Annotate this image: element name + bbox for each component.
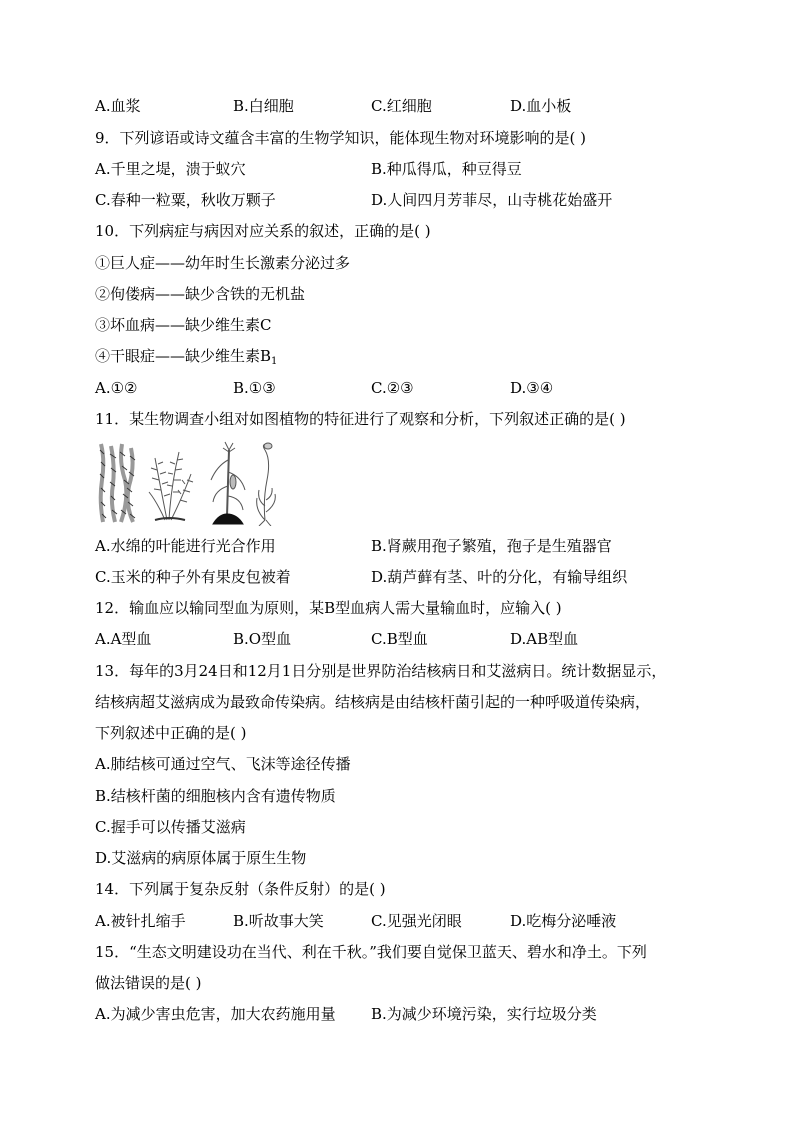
q11-option-c: C.玉米的种子外有果皮包被着 [95, 568, 291, 586]
q10-item-4 [95, 346, 277, 372]
q11-stem: 11．某生物调查小组对如图植物的特征进行了观察和分析，下列叙述正确的是( ) [95, 410, 626, 428]
q13-stem-line-1: 13．每年的3月24日和12月1日分别是世界防治结核病日和艾滋病日。统计数据显示， [95, 662, 667, 680]
q14-option-d: D.吃梅分泌唾液 [510, 912, 617, 930]
q10-option-a: A.①② [95, 379, 138, 397]
fern-illustration [149, 452, 193, 520]
q11-option-d: D.葫芦藓有茎、叶的分化，有输导组织 [371, 568, 628, 586]
q15-option-b: B.为减少环境污染，实行垃圾分类 [371, 1005, 597, 1023]
spirogyra-illustration [100, 444, 135, 522]
q9-option-b: B.种瓜得瓜，种豆得豆 [371, 160, 522, 178]
q10-item-2: ②佝偻病——缺少含铁的无机盐 [95, 285, 306, 303]
q12-option-c: C.B型血 [371, 630, 428, 648]
q9-stem: 9．下列谚语或诗文蕴含丰富的生物学知识，能体现生物对环境影响的是( ) [95, 129, 587, 147]
q9-option-a: A.千里之堤，溃于蚁穴 [95, 160, 246, 178]
q10-option-c: C.②③ [371, 379, 414, 397]
q13-stem-line-3: 下列叙述中正确的是( ) [95, 724, 247, 742]
q15-stem-line-2: 做法错误的是( ) [95, 974, 202, 992]
q13-option-d: D.艾滋病的病原体属于原生生物 [95, 849, 307, 867]
q11-option-a: A.水绵的叶能进行光合作用 [95, 537, 276, 555]
q8-option-d: D.血小板 [510, 97, 572, 115]
q12-stem: 12．输血应以输同型血为原则，某B型血病人需大量输血时，应输入( ) [95, 599, 562, 617]
q14-option-a: A.被针扎缩手 [95, 912, 186, 930]
q10-item-4-subscript: 1 [271, 356, 278, 367]
q12-option-a: A.A型血 [95, 630, 152, 648]
q9-option-c: C.春种一粒粟，秋收万颗子 [95, 191, 276, 209]
corn-illustration [211, 442, 245, 524]
q9-option-d: D.人间四月芳菲尽，山寺桃花始盛开 [371, 191, 613, 209]
q13-option-a: A.肺结核可通过空气、飞沫等途径传播 [95, 755, 351, 773]
q11-option-b: B.肾蕨用孢子繁殖，孢子是生殖器官 [371, 537, 612, 555]
q14-option-b: B.听故事大笑 [233, 912, 324, 930]
q10-item-1: ①巨人症——幼年时生长激素分泌过多 [95, 254, 351, 272]
q10-item-4-text: ④干眼症——缺少维生素B [95, 347, 272, 365]
q15-stem-line-1: 15．“生态文明建设功在当代、利在千秋。”我们要自觉保卫蓝天、碧水和净土。下列 [95, 943, 647, 961]
q13-option-c: C.握手可以传播艾滋病 [95, 818, 246, 836]
q8-option-b: B.白细胞 [233, 97, 294, 115]
q10-stem: 10．下列病症与病因对应关系的叙述，正确的是( ) [95, 222, 431, 240]
q8-option-a: A.血浆 [95, 97, 141, 115]
q8-option-c: C.红细胞 [371, 97, 432, 115]
q15-option-a: A.为减少害虫危害，加大农药施用量 [95, 1005, 336, 1023]
q10-item-3: ③坏血病——缺少维生素C [95, 316, 272, 334]
plant-figure [95, 440, 285, 526]
q13-stem-line-2: 结核病超艾滋病成为最致命传染病。结核病是由结核杆菌引起的一种呼吸道传染病， [95, 693, 651, 711]
q10-option-b: B.①③ [233, 379, 276, 397]
q13-option-b: B.结核杆菌的细胞核内含有遗传物质 [95, 787, 336, 805]
q10-option-d: D.③④ [510, 379, 554, 397]
moss-illustration [257, 443, 276, 526]
q14-option-c: C.见强光闭眼 [371, 912, 462, 930]
q12-option-d: D.AB型血 [510, 630, 579, 648]
q12-option-b: B.O型血 [233, 630, 292, 648]
q14-stem: 14．下列属于复杂反射（条件反射）的是( ) [95, 880, 386, 898]
